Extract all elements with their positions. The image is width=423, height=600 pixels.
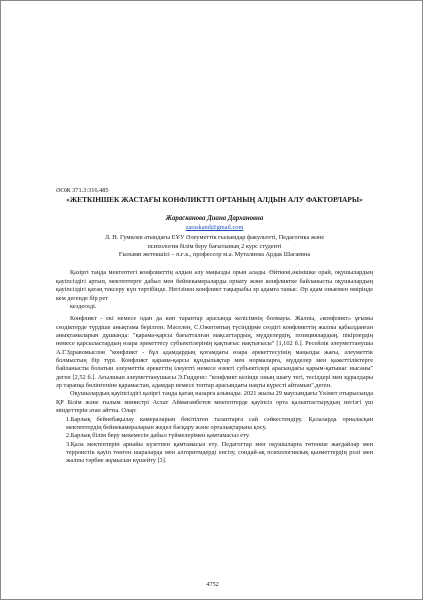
- affiliation-line: психология білім беру бағытының 2 курс студенті: [147, 242, 282, 250]
- affiliation-block: [56, 234, 373, 259]
- list-item: 1.Барлық бейнебақылау камераларын бекітілген талаптарға сай сәйкестендіру. Қалаларда орналасқан мектептердің бейнекамераларын жедел басқару және орталықтарына қосу.: [66, 415, 373, 431]
- list-item: 3.Қала мектептерін арнайы күзетпен қамтамасыз ету. Педагогтар мен оқушыларға төтенше жағдайлар мен терроистік қауіп төнген шараларда мен алгоритмдерді енгізу, сондай-ақ психологиялық қызметтердің ролі мен жалпы тәрбие жұмысын күшейту [3].: [66, 440, 373, 465]
- author-name: Жарасканова Диана Дархановна: [165, 214, 264, 222]
- main-text: [56, 315, 373, 465]
- abstract-ending: кездеседі.: [70, 302, 97, 310]
- affiliation-line: Л. Н. Гумилев атындағы ЕҰУ Әлеуметтік ғылымдар факультеті, Педагогика және: [104, 234, 325, 242]
- list-item: 2.Барлық білім беру мекемесін дабыл түймелерімен қамтамасыз ету.: [66, 432, 250, 440]
- article-title: «ЖЕТКІНШЕК ЖАСТАҒЫ КОНФЛИКТТІ ОРТАНЫҢ АЛДЫН АЛУ ФАКТОРЛАРЫ»: [66, 195, 363, 205]
- supervisor-line: Ғылыми жетекшісі – п.ғ.к., профессор м.а. Муталиева Ардак Шагаевна: [118, 251, 311, 259]
- paragraph: Оқушылардың қауіпсіздігі қазіргі таңда қатаң назарға алынады. 2021 жылы 29 маусымдағы Үкімет отырысында ҚР Білім және ғылым министрі Асхат Аймағамбетов мектептерде қауіпсіз орта қалыптастырудың негізгі үш міндеттерін атап айтты. Олар:: [56, 390, 373, 415]
- abstract: [56, 269, 373, 311]
- page-number: 4752: [206, 581, 219, 588]
- udc-code: ӘОЖ 371.3:316.485: [56, 187, 109, 194]
- paragraph: Конфликт - екі немесе одан да көп тараптар арасында келісімнің болмауы. Жалпы, «конфликт» ұғымы сөздіктерде түрдіше анықтама берілген. Мәселен, С.Ожеговтың түсіндірме сөздігі конфликттің жалпы қабылданған анықтамаларын дұшында: "қарама-қарсы бағытталған мақсаттардың, мүдделердің, позициялардың, пікірлердің немесе қарсыластардың өзара әрекеттесу субъектілерінің қақтығыс иақтығысы" [1,102 б.]. Ресейлік әлеуметтанушы А.Г.Здравомыслов "конфликт - бұл адамдардың қоғамдағы өзара әрекеттесуінің маңызды жағы, әлеуметтік болмыстың бір түрі. Конфликт қарама-қарсы құндылықтар мен нормаларға, мүдделер мен қажеттіліктерге байланысты болатын әлеуметтік әрекеттің ілеуетті немесе өзекті субъектілері арасындағы қарым-қатынас нысаны" деген [2,52 б.]. Ағылшын әлеуметтанушысы Э.Гидденс: "конфликт кезінде оның шығу тегі, тесілдері мен құралдары әр тарапқа бөлінгеніне қарамастан, адамдар немесе топтар арасындағы нақты күресті айтамын".деген.: [56, 315, 373, 390]
- author-email-link[interactable]: zaraskand@gmail.com: [185, 224, 244, 232]
- article-body: [56, 187, 373, 466]
- abstract-text: Қазіргі таңда мектептегі конфликттің алдын алу маңызды орын алады. Өйткені,өкінішке орай, оқушылардың қауіпсіздігі артып, мектептерге дабыл мен бейнекамераларды орнату және конфликтке байланысты оқушылардың қауіпсіздігі қатаң тексеру күн тәртібінде. Негізінен конфликт тақырыбы әр адамға таныс. Әр адам оныемен өмірінде кем дегенде бір рет: [56, 269, 373, 302]
